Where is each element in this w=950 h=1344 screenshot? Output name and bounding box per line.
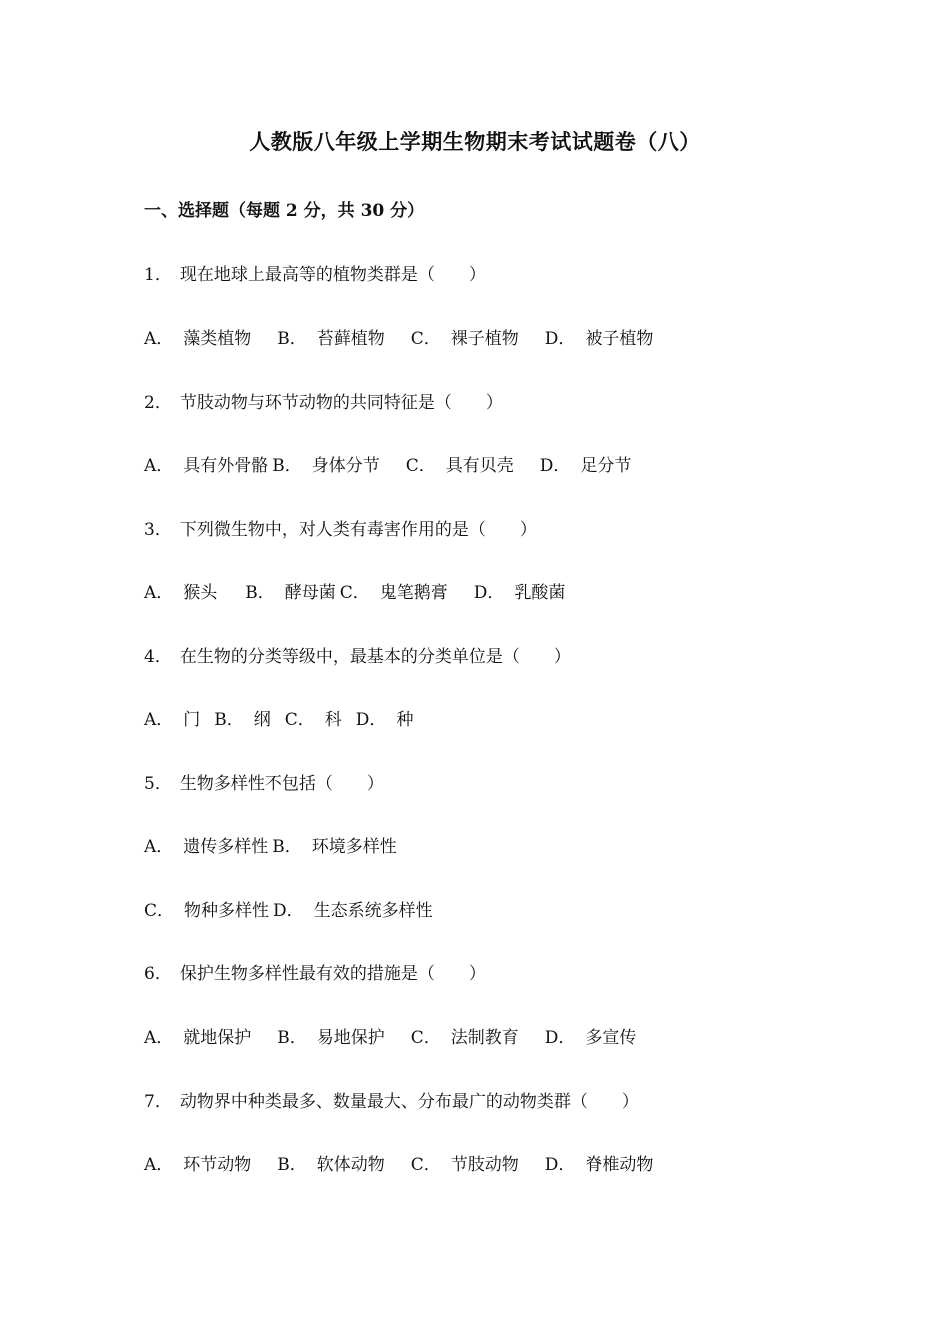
option-c: C． 鬼笔鹅膏 — [339, 583, 448, 603]
question-text: 生物多样性不包括（ ） — [179, 774, 384, 794]
options-6 — [144, 1023, 662, 1048]
question-number: 4． — [144, 647, 172, 667]
option-c: C． 科 — [284, 710, 342, 730]
option-a: A． 具有外骨骼 — [144, 456, 269, 476]
question-number: 7． — [144, 1092, 172, 1112]
option-b: B． 环境多样性 — [272, 837, 397, 857]
option-a: A． 环节动物 — [144, 1155, 252, 1175]
question-4 — [144, 642, 571, 667]
question-number: 1． — [144, 265, 172, 285]
question-number: 3． — [144, 520, 172, 540]
option-a: A． 藻类植物 — [144, 329, 252, 349]
section-heading: 一、选择题（每题 2 分，共 30 分） — [144, 201, 425, 221]
question-7 — [144, 1087, 639, 1112]
option-d: D． 乳酸菌 — [473, 583, 566, 603]
question-text: 在生物的分类等级中，最基本的分类单位是（ ） — [179, 647, 571, 667]
option-c: C． 具有贝壳 — [405, 456, 514, 476]
option-d: D． 脊椎动物 — [544, 1155, 654, 1175]
option-c: C． 法制教育 — [410, 1028, 519, 1048]
option-b: B． 身体分节 — [272, 456, 380, 476]
options-4 — [144, 705, 427, 730]
option-a: A． 猴头 — [144, 583, 218, 603]
question-1 — [144, 260, 486, 285]
option-d: D． 足分节 — [539, 456, 632, 476]
option-d: D． 种 — [355, 710, 414, 730]
option-d: D． 生态系统多样性 — [273, 901, 433, 921]
question-text: 现在地球上最高等的植物类群是（ ） — [179, 265, 486, 285]
option-a: A． 就地保护 — [144, 1028, 252, 1048]
question-text: 保护生物多样性最有效的措施是（ ） — [179, 964, 486, 984]
question-6 — [144, 959, 486, 984]
option-b: B． 纲 — [214, 710, 271, 730]
page-title: 人教版八年级上学期生物期末考试试题卷（八） — [249, 129, 701, 154]
options-3 — [144, 578, 591, 603]
question-text: 动物界中种类最多、数量最大、分布最广的动物类群（ ） — [179, 1092, 639, 1112]
question-text: 节肢动物与环节动物的共同特征是（ ） — [179, 393, 503, 413]
question-number: 5． — [144, 774, 172, 794]
option-b: B． 易地保护 — [277, 1028, 385, 1048]
options-1 — [144, 324, 679, 349]
option-a: A． 遗传多样性 — [144, 837, 269, 857]
options-5-row-1 — [144, 832, 423, 857]
option-c: C． 裸子植物 — [410, 329, 519, 349]
option-b: B． 软体动物 — [277, 1155, 385, 1175]
option-c: C． 节肢动物 — [410, 1155, 519, 1175]
question-5 — [144, 769, 384, 794]
option-b: B． 酵母菌 — [245, 583, 336, 603]
option-d: D． 多宣传 — [544, 1028, 637, 1048]
question-text: 下列微生物中，对人类有毒害作用的是（ ） — [179, 520, 537, 540]
option-c: C． 物种多样性 — [144, 901, 270, 921]
question-number: 6． — [144, 964, 172, 984]
options-7 — [144, 1150, 679, 1175]
question-2 — [144, 388, 503, 413]
question-number: 2． — [144, 393, 172, 413]
options-5-row-2 — [144, 896, 459, 921]
option-a: A． 门 — [144, 710, 201, 730]
options-2 — [144, 451, 657, 476]
question-3 — [144, 515, 537, 540]
option-b: B． 苔藓植物 — [277, 329, 385, 349]
option-d: D． 被子植物 — [544, 329, 654, 349]
